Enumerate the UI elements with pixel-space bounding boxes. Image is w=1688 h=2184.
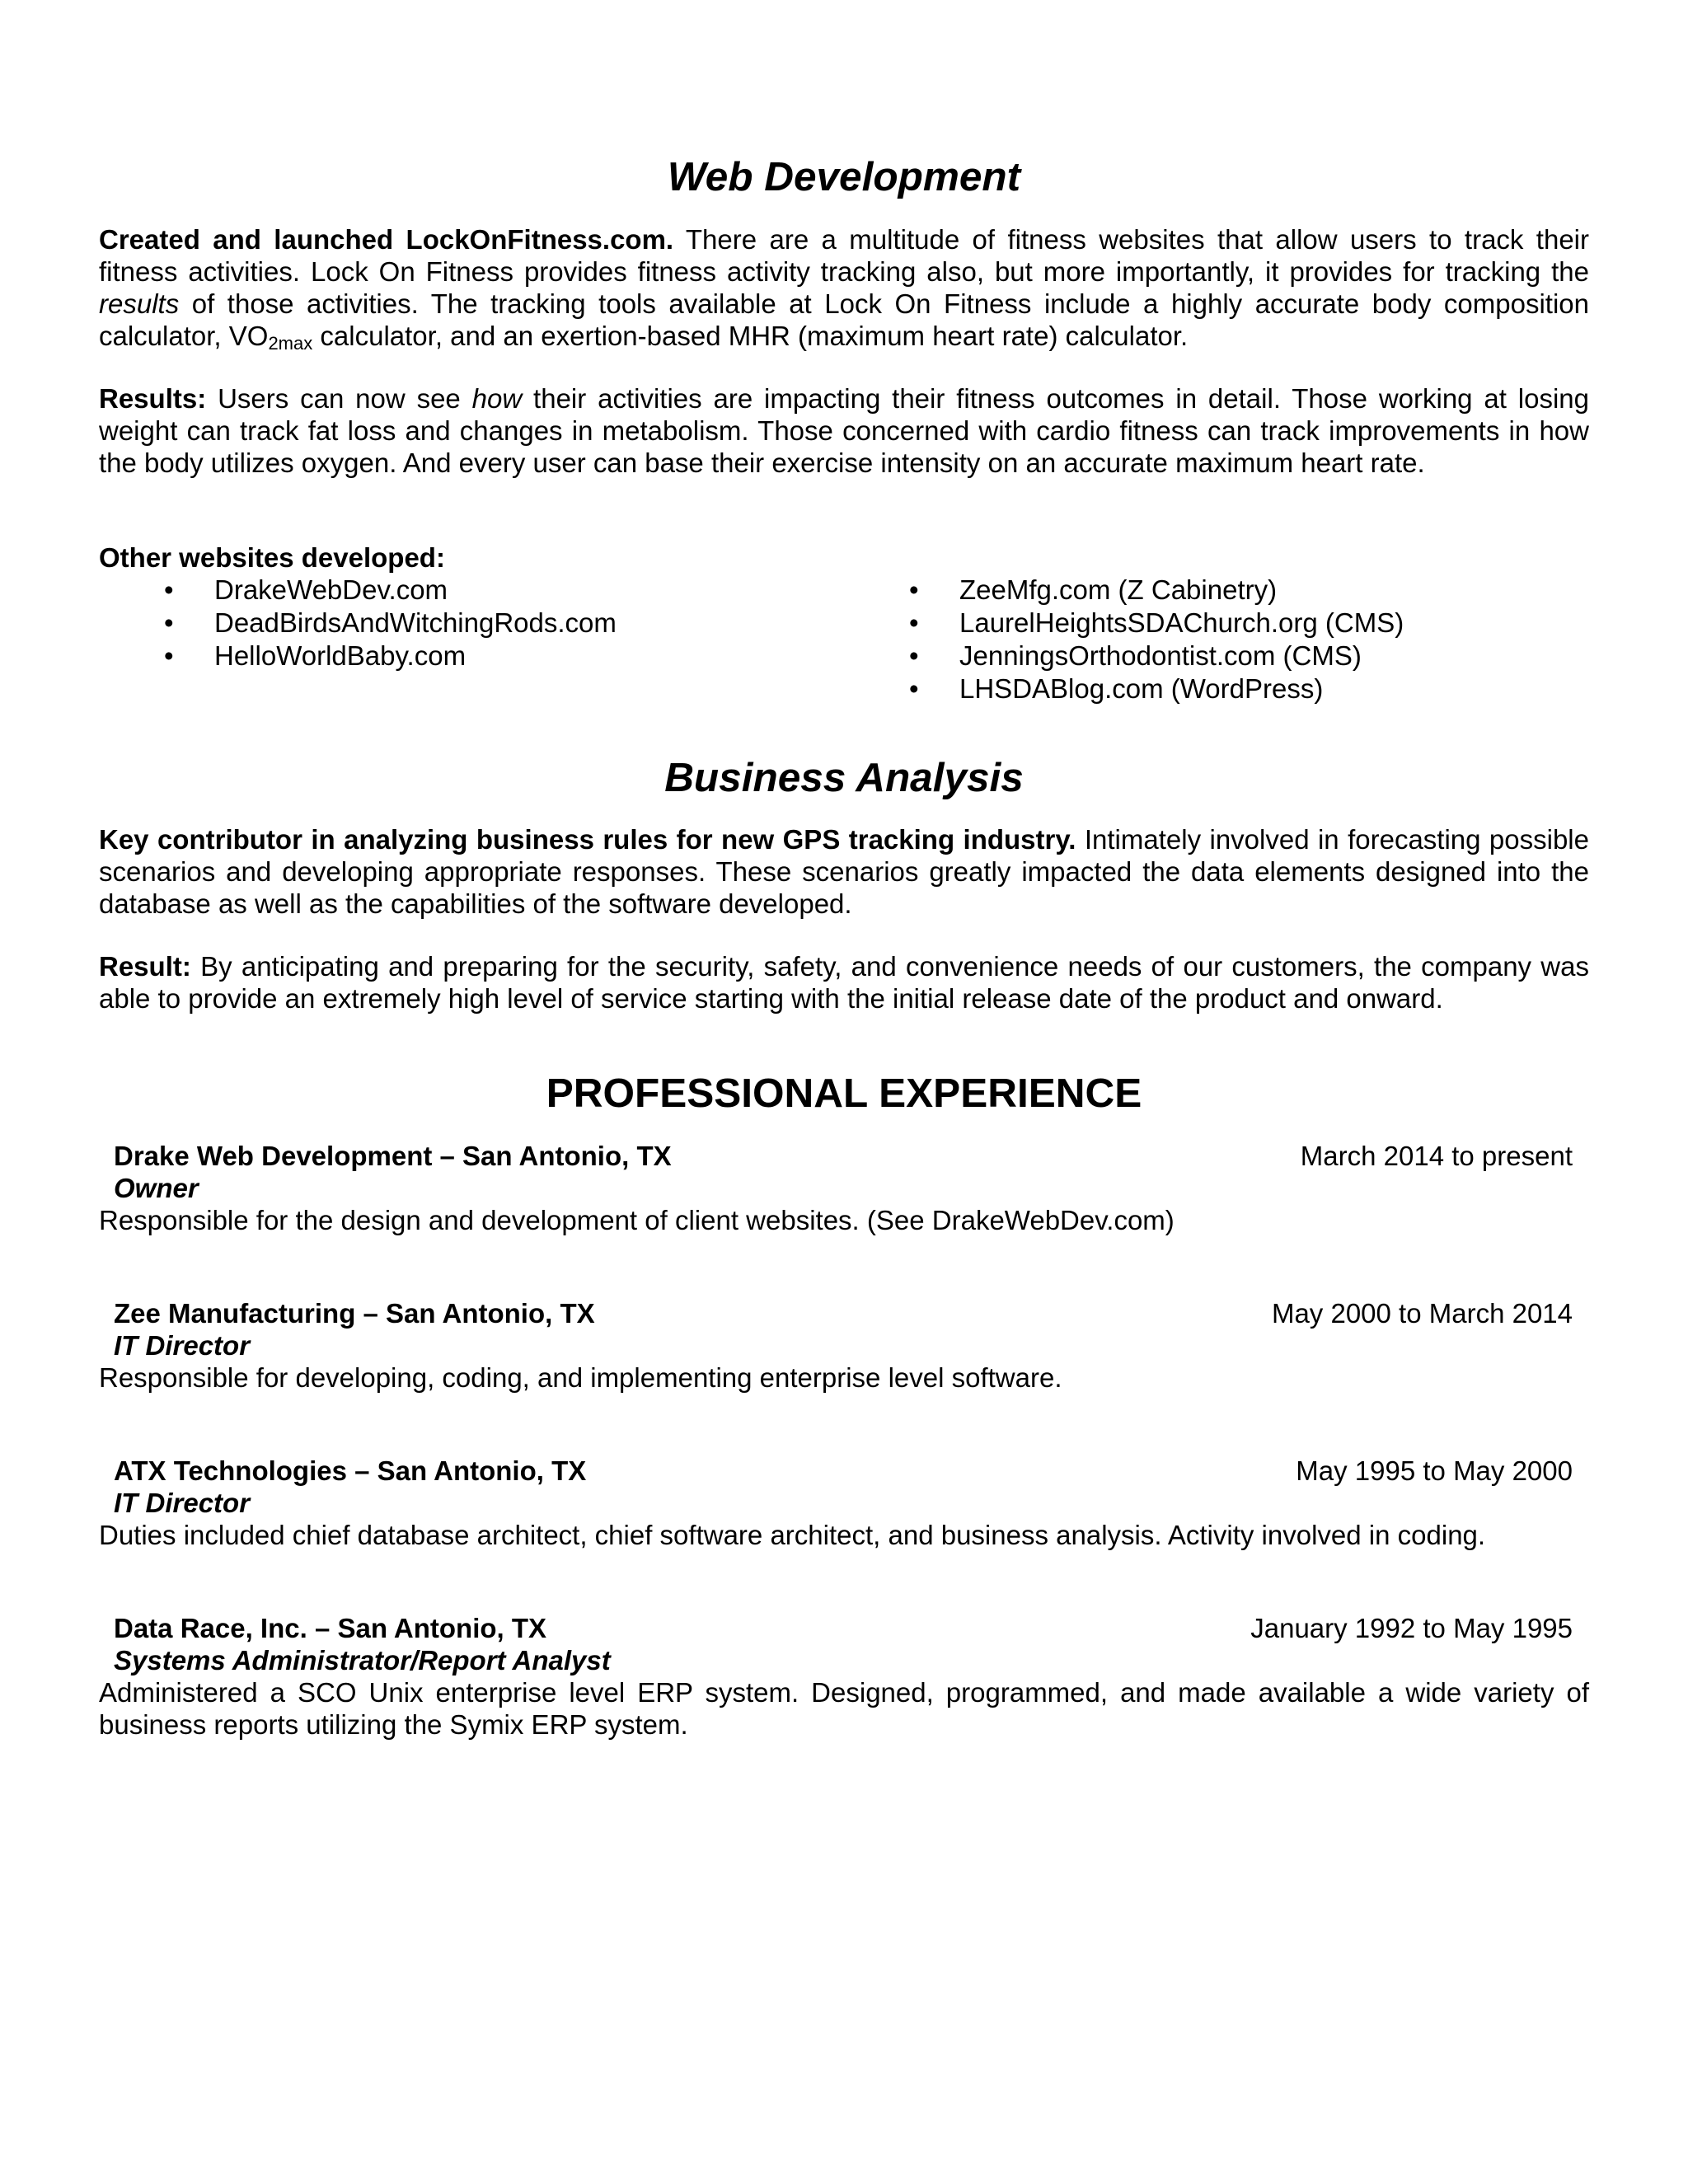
website-name: LaurelHeightsSDAChurch.org (CMS) [959,607,1404,638]
job-role: IT Director [114,1488,251,1518]
job-dates: March 2014 to present [1300,1141,1573,1171]
resume-content [99,154,1590,1741]
list-item [844,574,1404,607]
job-role: Owner [114,1173,199,1203]
results-emphasis: how [471,383,523,414]
results-lead: Results: [99,383,207,414]
results-text-1: Users can now see [206,383,472,414]
job-header [99,1612,1589,1644]
other-websites-heading: Other websites developed: [99,542,445,573]
bullet-icon: • [909,673,919,704]
bullet-icon: • [164,640,174,671]
job-entry-atx [99,1455,1589,1551]
list-item [99,574,844,607]
job-company: Data Race, Inc. – San Antonio, TX [114,1613,547,1643]
job-header [99,1297,1589,1329]
bullet-icon: • [909,574,919,605]
job-company: ATX Technologies – San Antonio, TX [114,1455,587,1486]
gps-text: Intimately involved in forecasting possible scenarios and developing appropriate responses. These scenarios greatly impacted the data elements designed into the database as well as the capabilities of the software developed. [99,824,1589,919]
list-item [844,640,1404,673]
job-dates: May 2000 to March 2014 [1271,1298,1573,1329]
website-name: DrakeWebDev.com [214,574,448,605]
bullet-icon: • [909,640,919,671]
job-description: Responsible for developing, coding, and implementing enterprise level software. [99,1362,1062,1393]
job-company: Zee Manufacturing – San Antonio, TX [114,1298,595,1329]
result-paragraph [99,950,1589,1015]
job-description: Duties included chief database architect, chief software architect, and business analysis. Activity involved in coding. [99,1520,1486,1550]
bullet-icon: • [164,574,174,605]
results-paragraph [99,382,1589,479]
gps-lead: Key contributor in analyzing business rules for new GPS tracking industry. [99,824,1076,855]
lockonfitness-lead: Created and launched LockOnFitness.com. [99,224,674,255]
list-item [844,673,1404,705]
list-item [844,607,1404,640]
lockonfitness-text-3: calculator, and an exertion-based MHR (maximum heart rate) calculator. [312,321,1189,351]
website-name: HelloWorldBaby.com [214,640,467,671]
bullet-icon: • [164,607,174,638]
job-entry-datarace [99,1612,1589,1741]
lockonfitness-text-2: of those activities. The tracking tools available at Lock On Fitness include a highly accurate body composition calculator, VO [99,288,1589,351]
job-header [99,1140,1589,1172]
job-role: IT Director [114,1330,251,1361]
job-header [99,1455,1589,1487]
results-text-2: their activities are impacting their fitness outcomes in detail. Those working at losing weight can track fat loss and changes in metabolism. Those concerned with cardio fitness can track improvements in how the body utilizes oxygen. And every user can base their exercise intensity on an accurate maximum heart rate. [99,383,1590,478]
website-name: JenningsOrthodontist.com (CMS) [959,640,1362,671]
job-company: Drake Web Development – San Antonio, TX [114,1141,672,1171]
vo2max-subscript: 2max [268,333,313,354]
website-name: LHSDABlog.com (WordPress) [959,673,1324,704]
section-title-web-development: Web Development [667,154,1021,199]
job-dates: January 1992 to May 1995 [1250,1613,1573,1643]
lockonfitness-text-1: There are a multitude of fitness websites that allow users to track their fitness activities. Lock On Fitness provides fitness activity tracking also, but more importantly, it provides for tracking the [99,224,1590,287]
job-description: Responsible for the design and development of client websites. (See DrakeWebDev.com) [99,1205,1175,1235]
section-title-business-analysis: Business Analysis [664,755,1024,800]
other-websites-list [99,574,1589,705]
website-name: ZeeMfg.com (Z Cabinetry) [959,574,1278,605]
job-entry-drake [99,1140,1589,1236]
section-title-professional-experience: PROFESSIONAL EXPERIENCE [546,1071,1142,1116]
website-name: DeadBirdsAndWitchingRods.com [214,607,617,638]
lockonfitness-paragraph [99,223,1589,352]
job-entry-zee [99,1297,1589,1394]
bullet-icon: • [909,607,919,638]
list-item [99,640,844,673]
result-lead: Result: [99,951,191,982]
lockonfitness-emphasis: results [99,288,180,319]
gps-paragraph [99,823,1589,920]
job-role: Systems Administrator/Report Analyst [114,1645,611,1675]
result-text: By anticipating and preparing for the security, safety, and convenience needs of our customers, the company was able to provide an extremely high level of service starting with the initial release date of the product and onward. [99,951,1589,1014]
websites-column-left [99,574,844,705]
job-dates: May 1995 to May 2000 [1296,1455,1573,1486]
websites-column-right [844,574,1404,705]
job-description: Administered a SCO Unix enterprise level ERP system. Designed, programmed, and made available a wide variety of business reports utilizing the Symix ERP system. [99,1677,1589,1740]
list-item [99,607,844,640]
